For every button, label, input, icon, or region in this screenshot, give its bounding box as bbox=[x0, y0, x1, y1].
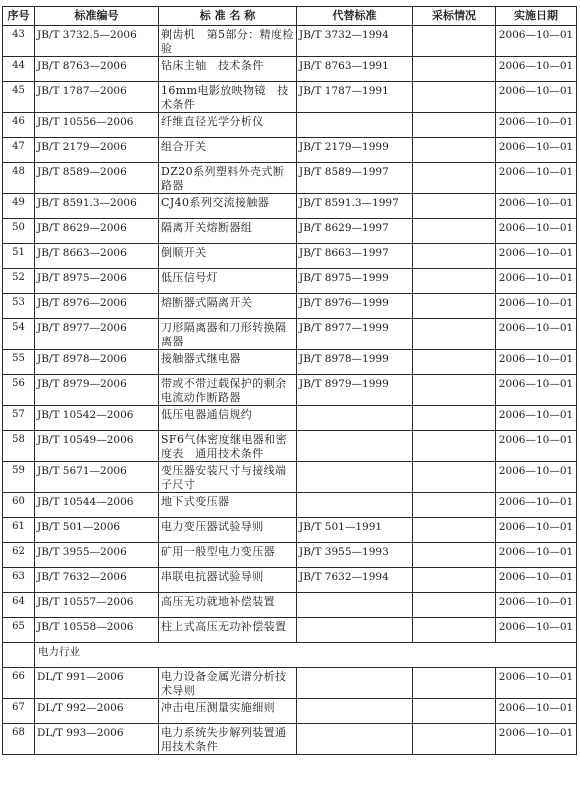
standards-table bbox=[2, 6, 577, 755]
replaced-standard-cell: JB/T 8979—1999 bbox=[297, 375, 413, 406]
table-body bbox=[3, 26, 577, 755]
table-row bbox=[3, 82, 577, 113]
table-row bbox=[3, 618, 577, 643]
standard-name-cell: 刀形隔离器和刀形转换隔离器 bbox=[159, 319, 297, 350]
standard-code-cell: JB/T 10549—2006 bbox=[35, 431, 159, 462]
replaced-standard-cell: JB/T 8629—1997 bbox=[297, 219, 413, 244]
effective-date-cell: 2006—10—01 bbox=[496, 319, 577, 350]
standard-code-cell: JB/T 3955—2006 bbox=[35, 543, 159, 568]
standard-code-cell: JB/T 8763—2006 bbox=[35, 57, 159, 82]
effective-date-cell: 2006—10—01 bbox=[496, 431, 577, 462]
table-row bbox=[3, 57, 577, 82]
standard-name-cell: 矿用一般型电力变压器 bbox=[159, 543, 297, 568]
standard-code-cell: JB/T 3732.5—2006 bbox=[35, 26, 159, 57]
adoption-cell bbox=[413, 57, 496, 82]
table-row bbox=[3, 518, 577, 543]
adoption-cell bbox=[413, 244, 496, 269]
standard-code-cell: JB/T 5671—2006 bbox=[35, 462, 159, 493]
standard-code-cell: JB/T 8975—2006 bbox=[35, 269, 159, 294]
replaced-standard-cell: JB/T 2179—1999 bbox=[297, 138, 413, 163]
replaced-standard-cell: JB/T 8663—1997 bbox=[297, 244, 413, 269]
effective-date-cell: 2006—10—01 bbox=[496, 138, 577, 163]
serial-no-cell: 50 bbox=[3, 219, 35, 244]
table-row bbox=[3, 113, 577, 138]
adoption-cell bbox=[413, 593, 496, 618]
adoption-cell bbox=[413, 406, 496, 431]
standard-name-cell: 电力设备金属光谱分析技术导则 bbox=[159, 668, 297, 699]
section-spacer bbox=[3, 643, 35, 668]
serial-no-cell: 64 bbox=[3, 593, 35, 618]
header-effective-date: 实施日期 bbox=[496, 7, 577, 26]
serial-no-cell: 57 bbox=[3, 406, 35, 431]
table-row bbox=[3, 219, 577, 244]
standard-code-cell: DL/T 992—2006 bbox=[35, 699, 159, 724]
effective-date-cell: 2006—10—01 bbox=[496, 244, 577, 269]
replaced-standard-cell: JB/T 3955—1993 bbox=[297, 543, 413, 568]
adoption-cell bbox=[413, 82, 496, 113]
standard-name-cell: 剃齿机 第5部分：精度检验 bbox=[159, 26, 297, 57]
serial-no-cell: 55 bbox=[3, 350, 35, 375]
effective-date-cell: 2006—10—01 bbox=[496, 219, 577, 244]
effective-date-cell: 2006—10—01 bbox=[496, 294, 577, 319]
standard-name-cell: 地下式变压器 bbox=[159, 493, 297, 518]
replaced-standard-cell: JB/T 501—1991 bbox=[297, 518, 413, 543]
standard-code-cell: JB/T 10544—2006 bbox=[35, 493, 159, 518]
effective-date-cell: 2006—10—01 bbox=[496, 568, 577, 593]
header-replaced-standard: 代替标准 bbox=[297, 7, 413, 26]
adoption-cell bbox=[413, 138, 496, 163]
adoption-cell bbox=[413, 668, 496, 699]
standard-name-cell: 冲击电压测量实施细则 bbox=[159, 699, 297, 724]
effective-date-cell: 2006—10—01 bbox=[496, 350, 577, 375]
adoption-cell bbox=[413, 568, 496, 593]
effective-date-cell: 2006—10—01 bbox=[496, 269, 577, 294]
standard-name-cell: 低压电器通信规约 bbox=[159, 406, 297, 431]
standard-code-cell: JB/T 8629—2006 bbox=[35, 219, 159, 244]
standard-name-cell: 组合开关 bbox=[159, 138, 297, 163]
serial-no-cell: 47 bbox=[3, 138, 35, 163]
table-row bbox=[3, 668, 577, 699]
adoption-cell bbox=[413, 518, 496, 543]
standard-code-cell: JB/T 10556—2006 bbox=[35, 113, 159, 138]
standard-code-cell: JB/T 8589—2006 bbox=[35, 163, 159, 194]
standard-code-cell: JB/T 8979—2006 bbox=[35, 375, 159, 406]
serial-no-cell: 58 bbox=[3, 431, 35, 462]
serial-no-cell: 66 bbox=[3, 668, 35, 699]
effective-date-cell: 2006—10—01 bbox=[496, 462, 577, 493]
effective-date-cell: 2006—10—01 bbox=[496, 113, 577, 138]
replaced-standard-cell bbox=[297, 493, 413, 518]
serial-no-cell: 59 bbox=[3, 462, 35, 493]
serial-no-cell: 48 bbox=[3, 163, 35, 194]
adoption-cell bbox=[413, 269, 496, 294]
table-row bbox=[3, 294, 577, 319]
adoption-cell bbox=[413, 618, 496, 643]
standard-code-cell: JB/T 7632—2006 bbox=[35, 568, 159, 593]
replaced-standard-cell: JB/T 8976—1999 bbox=[297, 294, 413, 319]
standard-code-cell: JB/T 10557—2006 bbox=[35, 593, 159, 618]
effective-date-cell: 2006—10—01 bbox=[496, 724, 577, 755]
serial-no-cell: 60 bbox=[3, 493, 35, 518]
standard-code-cell: DL/T 991—2006 bbox=[35, 668, 159, 699]
standard-code-cell: JB/T 10558—2006 bbox=[35, 618, 159, 643]
table-row bbox=[3, 138, 577, 163]
standard-code-cell: JB/T 8977—2006 bbox=[35, 319, 159, 350]
serial-no-cell: 53 bbox=[3, 294, 35, 319]
serial-no-cell: 45 bbox=[3, 82, 35, 113]
effective-date-cell: 2006—10—01 bbox=[496, 493, 577, 518]
effective-date-cell: 2006—10—01 bbox=[496, 668, 577, 699]
table-header bbox=[3, 7, 577, 26]
replaced-standard-cell bbox=[297, 724, 413, 755]
adoption-cell bbox=[413, 350, 496, 375]
standard-name-cell: 倒顺开关 bbox=[159, 244, 297, 269]
table-row bbox=[3, 350, 577, 375]
adoption-cell bbox=[413, 294, 496, 319]
adoption-cell bbox=[413, 493, 496, 518]
adoption-cell bbox=[413, 543, 496, 568]
section-row bbox=[3, 643, 577, 668]
standard-name-cell: 带或不带过载保护的剩余电流动作断路器 bbox=[159, 375, 297, 406]
effective-date-cell: 2006—10—01 bbox=[496, 82, 577, 113]
replaced-standard-cell bbox=[297, 593, 413, 618]
effective-date-cell: 2006—10—01 bbox=[496, 26, 577, 57]
table-row bbox=[3, 699, 577, 724]
effective-date-cell: 2006—10—01 bbox=[496, 593, 577, 618]
table-row bbox=[3, 375, 577, 406]
table-row bbox=[3, 194, 577, 219]
serial-no-cell: 54 bbox=[3, 319, 35, 350]
standard-name-cell: 柱上式高压无功补偿装置 bbox=[159, 618, 297, 643]
table-row bbox=[3, 26, 577, 57]
header-standard-code: 标准编号 bbox=[35, 7, 159, 26]
standard-name-cell: 接触器式继电器 bbox=[159, 350, 297, 375]
header-standard-name: 标 准 名 称 bbox=[159, 7, 297, 26]
replaced-standard-cell: JB/T 8589—1997 bbox=[297, 163, 413, 194]
table-row bbox=[3, 269, 577, 294]
table-row bbox=[3, 431, 577, 462]
section-label: 电力行业 bbox=[35, 643, 577, 668]
adoption-cell bbox=[413, 699, 496, 724]
effective-date-cell: 2006—10—01 bbox=[496, 518, 577, 543]
standard-name-cell: DZ20系列塑料外壳式断路器 bbox=[159, 163, 297, 194]
effective-date-cell: 2006—10—01 bbox=[496, 618, 577, 643]
replaced-standard-cell: JB/T 8763—1991 bbox=[297, 57, 413, 82]
adoption-cell bbox=[413, 375, 496, 406]
standard-name-cell: 熔断器式隔离开关 bbox=[159, 294, 297, 319]
table-row bbox=[3, 568, 577, 593]
adoption-cell bbox=[413, 194, 496, 219]
adoption-cell bbox=[413, 113, 496, 138]
table-row bbox=[3, 462, 577, 493]
serial-no-cell: 67 bbox=[3, 699, 35, 724]
replaced-standard-cell bbox=[297, 668, 413, 699]
adoption-cell bbox=[413, 431, 496, 462]
standard-code-cell: JB/T 8591.3—2006 bbox=[35, 194, 159, 219]
standard-name-cell: 高压无功就地补偿装置 bbox=[159, 593, 297, 618]
replaced-standard-cell: JB/T 8591.3—1997 bbox=[297, 194, 413, 219]
adoption-cell bbox=[413, 163, 496, 194]
standard-code-cell: JB/T 10542—2006 bbox=[35, 406, 159, 431]
replaced-standard-cell bbox=[297, 462, 413, 493]
table-row bbox=[3, 724, 577, 755]
replaced-standard-cell bbox=[297, 431, 413, 462]
standard-code-cell: JB/T 501—2006 bbox=[35, 518, 159, 543]
standard-code-cell: JB/T 8663—2006 bbox=[35, 244, 159, 269]
effective-date-cell: 2006—10—01 bbox=[496, 375, 577, 406]
serial-no-cell: 56 bbox=[3, 375, 35, 406]
serial-no-cell: 49 bbox=[3, 194, 35, 219]
adoption-cell bbox=[413, 319, 496, 350]
standard-code-cell: JB/T 8976—2006 bbox=[35, 294, 159, 319]
header-row bbox=[3, 7, 577, 26]
replaced-standard-cell: JB/T 3732—1994 bbox=[297, 26, 413, 57]
adoption-cell bbox=[413, 26, 496, 57]
table-row bbox=[3, 593, 577, 618]
standard-name-cell: 低压信号灯 bbox=[159, 269, 297, 294]
replaced-standard-cell bbox=[297, 113, 413, 138]
effective-date-cell: 2006—10—01 bbox=[496, 543, 577, 568]
table-row bbox=[3, 543, 577, 568]
adoption-cell bbox=[413, 219, 496, 244]
replaced-standard-cell: JB/T 1787—1991 bbox=[297, 82, 413, 113]
standard-name-cell: 电力变压器试验导则 bbox=[159, 518, 297, 543]
serial-no-cell: 68 bbox=[3, 724, 35, 755]
replaced-standard-cell bbox=[297, 406, 413, 431]
serial-no-cell: 43 bbox=[3, 26, 35, 57]
table-row bbox=[3, 163, 577, 194]
standard-name-cell: 电力系统失步解列装置通用技术条件 bbox=[159, 724, 297, 755]
serial-no-cell: 52 bbox=[3, 269, 35, 294]
table-row bbox=[3, 244, 577, 269]
effective-date-cell: 2006—10—01 bbox=[496, 699, 577, 724]
serial-no-cell: 62 bbox=[3, 543, 35, 568]
standard-name-cell: 16mm电影放映物镜 技术条件 bbox=[159, 82, 297, 113]
serial-no-cell: 65 bbox=[3, 618, 35, 643]
table-row bbox=[3, 493, 577, 518]
standard-name-cell: 纤维直径光学分析仪 bbox=[159, 113, 297, 138]
serial-no-cell: 61 bbox=[3, 518, 35, 543]
standard-name-cell: 钻床主轴 技术条件 bbox=[159, 57, 297, 82]
adoption-cell bbox=[413, 724, 496, 755]
serial-no-cell: 46 bbox=[3, 113, 35, 138]
standard-name-cell: 变压器安装尺寸与接线端子尺寸 bbox=[159, 462, 297, 493]
standard-code-cell: DL/T 993—2006 bbox=[35, 724, 159, 755]
standard-name-cell: CJ40系列交流接触器 bbox=[159, 194, 297, 219]
replaced-standard-cell: JB/T 8977—1999 bbox=[297, 319, 413, 350]
effective-date-cell: 2006—10—01 bbox=[496, 57, 577, 82]
effective-date-cell: 2006—10—01 bbox=[496, 406, 577, 431]
header-serial-no: 序号 bbox=[3, 7, 35, 26]
serial-no-cell: 51 bbox=[3, 244, 35, 269]
serial-no-cell: 63 bbox=[3, 568, 35, 593]
standard-name-cell: SF6气体密度继电器和密度表 通用技术条件 bbox=[159, 431, 297, 462]
standard-code-cell: JB/T 2179—2006 bbox=[35, 138, 159, 163]
replaced-standard-cell bbox=[297, 699, 413, 724]
table-row bbox=[3, 406, 577, 431]
serial-no-cell: 44 bbox=[3, 57, 35, 82]
replaced-standard-cell: JB/T 8975—1999 bbox=[297, 269, 413, 294]
standard-name-cell: 串联电抗器试验导则 bbox=[159, 568, 297, 593]
effective-date-cell: 2006—10—01 bbox=[496, 194, 577, 219]
adoption-cell bbox=[413, 462, 496, 493]
standard-code-cell: JB/T 8978—2006 bbox=[35, 350, 159, 375]
standard-name-cell: 隔离开关熔断器组 bbox=[159, 219, 297, 244]
replaced-standard-cell bbox=[297, 618, 413, 643]
effective-date-cell: 2006—10—01 bbox=[496, 163, 577, 194]
header-adoption: 采标情况 bbox=[413, 7, 496, 26]
replaced-standard-cell: JB/T 8978—1999 bbox=[297, 350, 413, 375]
replaced-standard-cell: JB/T 7632—1994 bbox=[297, 568, 413, 593]
table-row bbox=[3, 319, 577, 350]
standard-code-cell: JB/T 1787—2006 bbox=[35, 82, 159, 113]
